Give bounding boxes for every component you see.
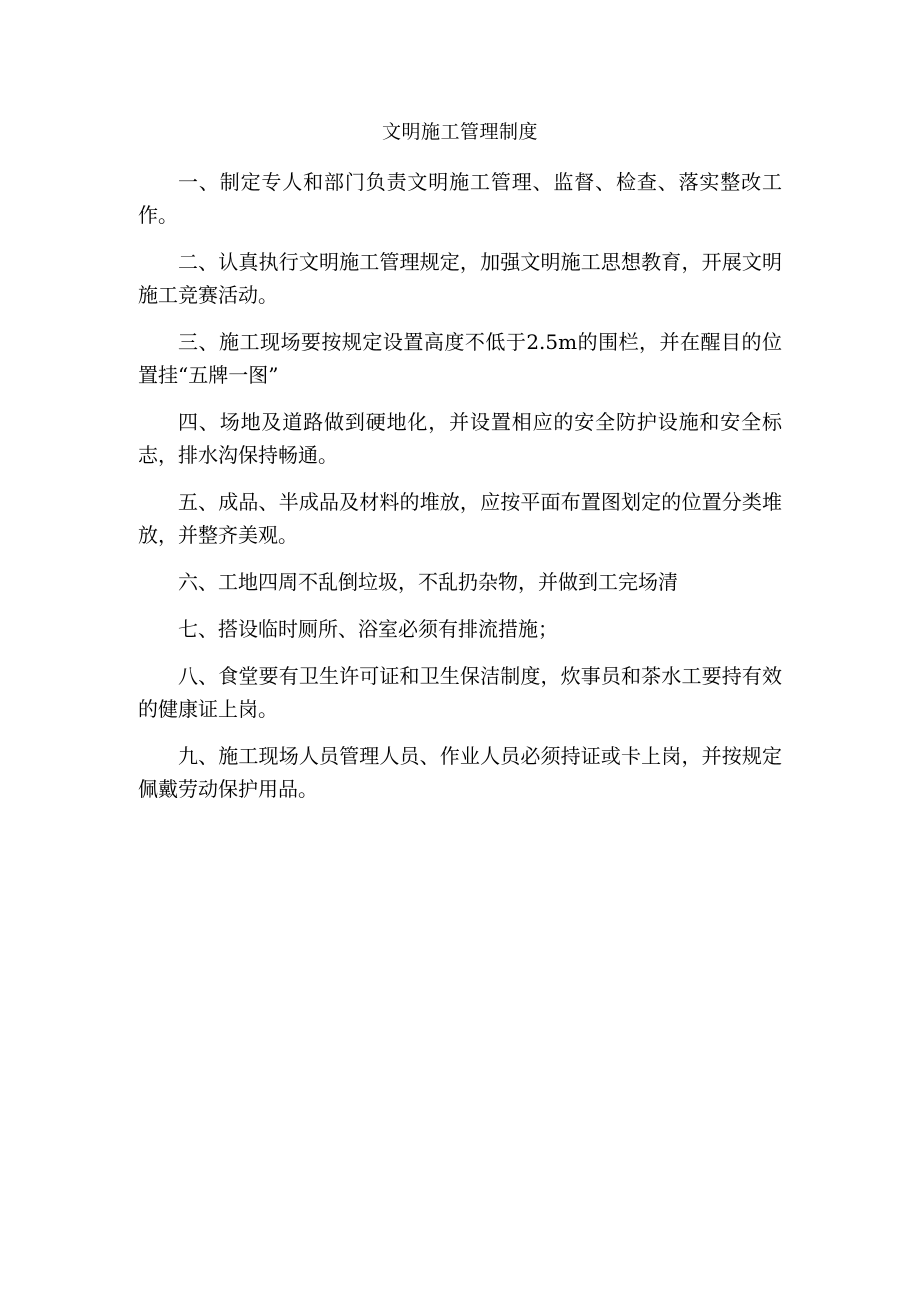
paragraph-5: 五、成品、半成品及材料的堆放，应按平面布置图划定的位置分类堆放，并整齐美观。 (138, 490, 782, 547)
document-title: 文明施工管理制度 (381, 121, 538, 143)
paragraph-6: 六、工地四周不乱倒垃圾，不乱扔杂物，并做到工完场清 (178, 570, 678, 594)
document-body (138, 166, 782, 820)
paragraph-9: 九、施工现场人员管理人员、作业人员必须持证或卡上岗，并按规定佩戴劳动保护用品。 (138, 744, 782, 801)
paragraph-2: 二、认真执行文明施工管理规定，加强文明施工思想教育，开展文明施工竞赛活动。 (138, 250, 782, 307)
paragraph-7: 七、搭设临时厕所、浴室必须有排流措施； (178, 617, 558, 641)
paragraph-1: 一、制定专人和部门负责文明施工管理、监督、检查、落实整改工作。 (138, 170, 782, 227)
paragraph-8: 八、食堂要有卫生许可证和卫生保洁制度，炊事员和茶水工要持有效的健康证上岗。 (138, 664, 782, 721)
paragraph-4: 四、场地及道路做到硬地化，并设置相应的安全防护设施和安全标志，排水沟保持畅通。 (138, 410, 782, 467)
paragraph-3: 三、施工现场要按规定设置高度不低于2.5m的围栏，并在醒目的位置挂“五牌一图” (138, 330, 782, 387)
